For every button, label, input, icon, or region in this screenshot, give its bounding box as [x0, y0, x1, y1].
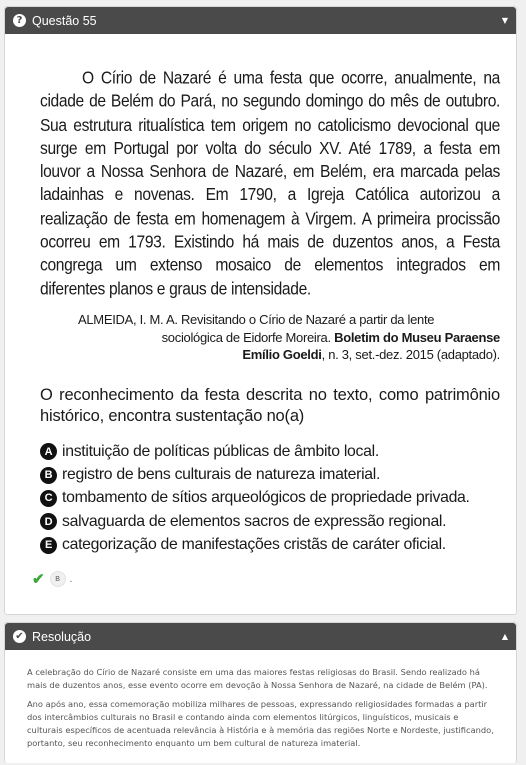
- option-b[interactable]: [40, 463, 510, 486]
- source-line-1: ALMEIDA, I. M. A. Revisitando o Círio de Nazaré a partir da lente: [78, 312, 435, 327]
- resolution-body: [5, 650, 516, 751]
- source-line-2: sociológica de Eidorfe Moreira. Boletim do Museu Paraense: [161, 329, 500, 345]
- option-letter-a: A: [40, 443, 57, 460]
- question-title: Questão 55: [32, 13, 97, 28]
- resolution-header[interactable]: [5, 623, 516, 650]
- question-source: [40, 311, 500, 364]
- option-letter-e: E: [40, 537, 57, 554]
- answer-suffix: .: [69, 573, 73, 585]
- option-d[interactable]: [40, 510, 510, 533]
- option-text-d: salvaguarda de elementos sacros de expressão regional.: [62, 512, 447, 530]
- checkmark-icon: ✔: [32, 571, 45, 588]
- option-letter-d: D: [40, 513, 57, 530]
- option-text-a: instituição de políticas públicas de âmbito local.: [62, 442, 379, 460]
- answer-options: [40, 440, 510, 557]
- question-circle-icon: ?: [13, 14, 26, 27]
- resolution-title: Resolução: [32, 629, 92, 644]
- caret-up-icon[interactable]: ▲: [501, 632, 508, 641]
- option-a[interactable]: [40, 440, 510, 463]
- resolution-paragraph-1: A celebração do Círio de Nazaré consiste em uma das maiores festas religiosas do Brasil. Sendo realizado há mais de duzentos anos, esse evento ocorre em devoção à Nossa Senhora de Nazaré, na cidade de Belém (PA).: [27, 667, 488, 691]
- question-passage: [40, 67, 500, 301]
- question-panel: [4, 6, 517, 615]
- question-image: [28, 49, 498, 566]
- option-text-b: registro de bens culturais de natureza imaterial.: [62, 466, 381, 484]
- resolution-paragraph-2: Ano após ano, essa comemoração mobiliza milhares de pessoas, expressando religiosidades formadas a partir dos intercâmbios culturais no Brasil e contando ainda com elementos litúrgicos, linguísticos, musicais e culturais específicos de acentuada relevância à História e à memória das regiões Norte e Nordeste, justificando, portanto, seu reconhecimento enquanto um bem cultural de natureza imaterial.: [27, 698, 494, 749]
- check-circle-icon: ✔: [13, 630, 26, 643]
- question-prompt: O reconhecimento da festa descrita no texto, como patrimônio histórico, encontra sustentação no(a): [40, 386, 500, 425]
- correct-answer: [32, 570, 72, 588]
- option-c[interactable]: [40, 487, 510, 510]
- passage-text: O Círio de Nazaré é uma festa que ocorre, anualmente, na cidade de Belém do Pará, no segundo domingo do mês de outubro. Sua estrutura ritualística tem origem no catolicismo devocional que surge em Portugal por volta do século XV. Até 1789, a festa em louvor a Nossa Senhora de Nazaré, em Belém, era marcada pelas ladainhas e novenas. Em 1790, a Igreja Católica autorizou a realização de festa em homenagem à Virgem. A primeira procissão ocorreu em 1793. Existindo há mais de duzentos anos, a Festa congrega um extenso mosaico de elementos integrados em diferentes planos e graus de intensidade.: [40, 69, 500, 299]
- resolution-panel: [4, 622, 517, 763]
- source-line-3: Emílio Goeldi, n. 3, set.-dez. 2015 (adaptado).: [242, 347, 500, 362]
- option-text-e: categorização de manifestações cristãs de caráter oficial.: [62, 536, 446, 554]
- option-text-c: tombamento de sítios arqueológicos de propriedade privada.: [62, 489, 470, 507]
- option-letter-c: C: [40, 490, 57, 507]
- option-letter-b: B: [40, 467, 57, 484]
- option-e[interactable]: [40, 534, 510, 557]
- caret-down-icon[interactable]: ▼: [501, 16, 508, 25]
- answer-badge: B: [50, 571, 66, 587]
- question-header[interactable]: [5, 7, 516, 34]
